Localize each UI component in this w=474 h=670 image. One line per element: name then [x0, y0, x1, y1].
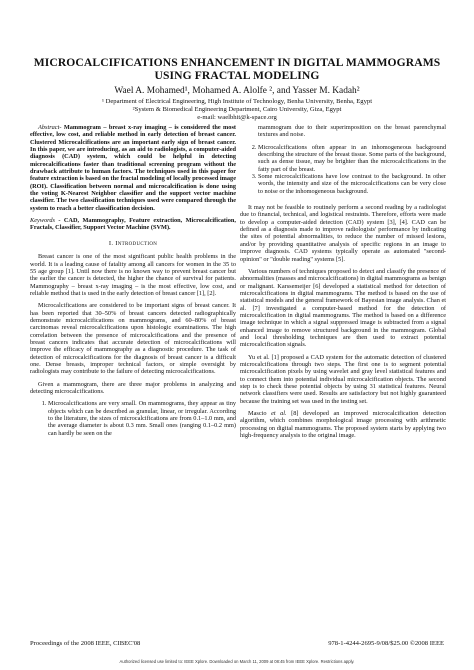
mascio-etal: et al.: [271, 410, 287, 418]
problem-item-1: 1. Microcalcifications are very small. On mammograms, they appear as tiny objects which can be described as granular, linear, or irregular. According to the literature, the sizes of microcalcifications are from 0.1–1.0 mm, and the average diameter is about 0.3 mm. Small ones (ranging 0.1–0.2 mm) can hardly be seen on the: [48, 400, 236, 437]
title-line-1: MICROCALCIFICATIONS ENHANCEMENT IN DIGITAL MAMMOGRAMS: [33, 56, 441, 69]
intro-paragraph-2: Microcalcifications are considered to be important signs of breast cancer. It has been reported that 30–50% of breast cancers detected radiographically demonstrate microcalcifications on mammograms, and 60–80% of breast carcinomas reveal microcalcifications upon histologic examinations. The high correlation between the presence of microcalcifications and the presence of breast cancers indicates that accurate detection of microcalcifications will improve the efficacy of mammography as a diagnostic procedure. The task of detection of microcalcifications for the diagnosis of breast cancer is a difficult one. Dense breasts, improper technical factors, or simple oversight by radiologists may contribute to the failure of detecting microcalcifications.: [30, 302, 236, 376]
left-column: [30, 124, 236, 442]
abstract-body: Mammogram – breast x-ray imaging – is considered the most effective, low cost, and reliable method in early detection of breast cancer. Clustered Microcalcifications are an important early sign of breast cancer. In this paper, we are introducing, as an aid to radiologists, a computer-aided diagnosis (CAD) system, which could be helpful in detecting microcalcifications faster than traditional screening program without the drawback attribute to human factors. The techniques used in this paper for feature extraction is based on the fractal modeling of locally processed image (ROI). Classification between normal and microcalcification is done using the voting K-Nearest Neighbor classifier and the support vector machine classifier. The two classification techniques used were compared through the system to reach a better classification decision.: [30, 124, 236, 212]
intro-paragraph-3: Given a mammogram, there are three major problems in analyzing and detecting microcalcifications.: [30, 380, 236, 395]
title-line-2: USING FRACTAL MODELING: [154, 69, 320, 82]
problems-list-continued: [240, 144, 446, 195]
problem-item-3: 3. Some microcalcifications have low contrast to the background. In other words, the intensity and size of the microcalcifications can be very close to noise or the inhomogeneous background.: [258, 173, 446, 195]
mascio-lead: Mascio: [248, 410, 267, 418]
footer-isbn: 978-1-4244-2695-9/08/$25.00 ©2008 IEEE: [328, 640, 444, 647]
section-heading-introduction: I. Introduction: [108, 239, 158, 247]
license-notice: Authorized licensed use limited to: IEEE Xplore. Downloaded on March 11, 2009 at 08:45 from IEEE Xplore. Restrictions apply.: [119, 659, 355, 664]
right-paragraph-4: [240, 410, 446, 439]
footer-proceedings: Proceedings of the 2008 IEEE, CIBEC'08: [30, 640, 141, 647]
right-column: [240, 124, 446, 444]
problem-item-1-continued: mammogram due to their superimposition on the breast parenchymal textures and noise.: [258, 124, 446, 139]
right-paragraph-1: It may not be feasible to routinely perform a second reading by a radiologist due to financial, technical, and logistical restraints. Therefore, efforts were made to develop a computer-aided detection (CAD) system [3], [4]. CAD can be defined as a diagnosis made to improve radiologists' performance by indicating the sites of potential abnormalities, to reduce the number of missed lesions, and/or by providing quantitative analysis of specific regions in an image to improve diagnosis. CAD systems typically operate as automated "second-opinion" or "double reading" systems [5].: [240, 204, 446, 263]
affiliations: [30, 98, 444, 122]
right-paragraph-3: Yu et al. [1] proposed a CAD system for the automatic detection of clustered microcalcifications through two steps. The first one is to segment potential microcalcification pixels by using wavelet and gray level statistical features and to connect them into potential individual microcalcification objects. The second step is to check these potential objects by using 31 statistical features. Neural network classifiers were used. Results are satisfactory but not highly guaranteed because the training set was used in the testing set.: [240, 353, 446, 405]
right-paragraph-2: Various numbers of techniques proposed to detect and classify the presence of abnormalities (masses and microcalcifications) in digital mammograms as benign or malignant. Karssemeijer [6] developed a statistical method for detection of microcalcifications in digital mammograms. The method is based on the use of statistical models and the general framework of Bayesian image analysis. Chan et al. [7] investigated a computer-based method for the detection of microcalcification in digital mammograms. The method is based on a difference image technique in which a signal suppressed image is subtracted from a signal enhanced image to remove structured background in the mammogram. Global and local thresholding techniques are then used to extract potential microcalcification signals.: [240, 267, 446, 349]
keywords-lead: Keywords: [30, 217, 55, 225]
intro-paragraph-1: Breast cancer is one of the most significant public health problems in the world. It is a leading cause of fatality among all cancers for women in the 35 to 55 age group [1]. Until now there is no known way to prevent breast cancer but the earlier the cancer is detected, the higher the chance of survival for patients. Mammography – breast x-ray imaging – is the most effective, low cost, and reliable method that is used in the early detection of breast cancer [1], [2].: [30, 253, 236, 297]
keywords: [30, 217, 236, 232]
abstract: [30, 124, 236, 212]
paper-title: [30, 56, 444, 82]
keywords-body: - CAD, Mammography, Feature extraction, Microcalcification, Fractals, Classifier, Support Vector Machine (SVM).: [30, 217, 236, 232]
affiliation-1: ¹ Department of Electrical Engineering, High Institute of Technology, Benha University, Benha, Egypt: [101, 98, 373, 105]
contact-email: e-mail: waelbhit@k-space.org: [197, 114, 277, 121]
mascio-body: [8] developed an improved microcalcification detection algorithm, which combines morphological image processing with arithmetic processing on digital mammograms. The proposed system starts by applying two high-frequency analysis to the original image.: [240, 410, 447, 440]
author-list: Wael A. Mohamed¹, Mohamed A. Alolfe ², and Yasser M. Kadah²: [114, 86, 360, 96]
problems-list: [30, 400, 236, 437]
abstract-lead: Abstract-: [38, 124, 62, 131]
problem-item-2: 2. Microcalcifications often appear in an inhomogeneous background describing the structure of the breast tissue. Some parts of the background, such as dense tissue, may be brighter than the microcalcifications in the fatty part of the breast.: [258, 144, 446, 173]
affiliation-2: ²System & Biomedical Engineering Department, Cairo University, Giza, Egypt: [132, 106, 342, 113]
